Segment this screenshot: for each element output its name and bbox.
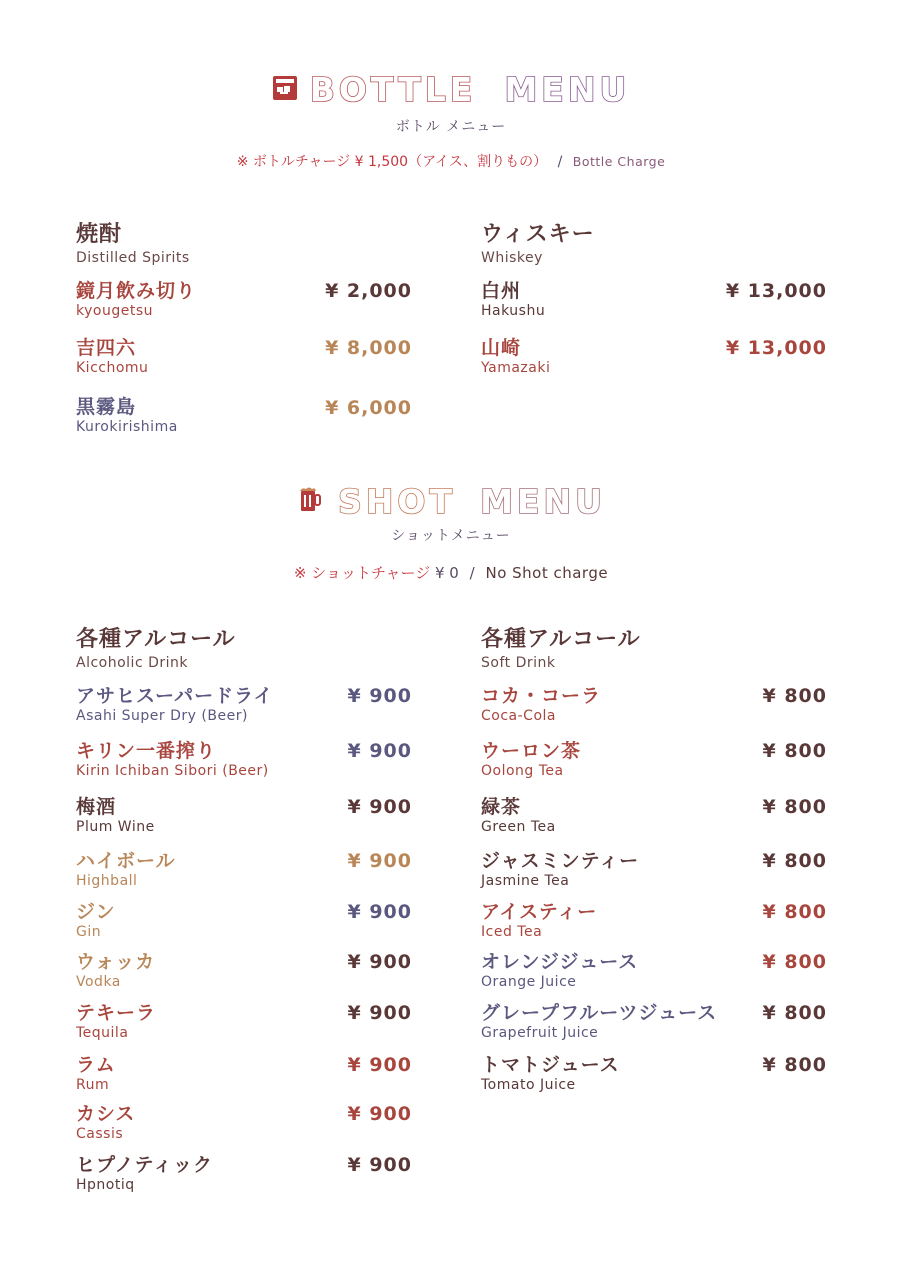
list-item [76,951,155,991]
item-name-ja: キリン一番搾り [76,740,217,762]
charge-mark: ※ [293,564,307,582]
list-item [76,796,155,836]
item-name-ja: ジン [76,901,116,923]
charge-price: ¥ 0 [434,564,459,582]
item-price: ¥ 13,000 [725,337,827,359]
beer-mug-icon [296,485,326,519]
item-name-ja: テキーラ [76,1002,157,1024]
item-name-en: Oolong Tea [481,763,564,779]
charge-separator: / [557,154,563,170]
item-name-ja: 緑茶 [481,796,522,818]
item-price: ¥ 900 [347,685,412,707]
list-item [76,1154,213,1194]
list-item [76,1103,135,1143]
item-name-en: Vodka [76,974,121,990]
item-price: ¥ 800 [762,1002,827,1024]
category-subtitle: Distilled Spirits [76,250,190,266]
item-name-ja: オレンジジュース [481,951,639,973]
item-name-en: Cassis [76,1126,124,1142]
list-item [76,901,116,941]
item-price: ¥ 13,000 [725,280,827,302]
list-item [481,685,601,725]
item-name-en: Coca-Cola [481,708,556,724]
item-name-ja: 吉四六 [76,337,137,359]
list-item [76,850,176,890]
item-name-ja: 梅酒 [76,796,117,818]
item-price: ¥ 800 [762,951,827,973]
list-item [481,1054,620,1094]
item-name-en: Kirin Ichiban Sibori (Beer) [76,763,269,779]
item-name-en: Rum [76,1077,110,1093]
category-title: 焼酎 [76,222,123,247]
item-name-en: Iced Tea [481,924,543,940]
charge-en: Bottle Charge [572,154,666,169]
list-item [481,850,639,890]
item-price: ¥ 900 [347,951,412,973]
bottle-charge-line [0,151,902,171]
item-price: ¥ 900 [347,1103,412,1125]
list-item [76,337,148,377]
category-whiskey [481,217,595,266]
item-name-ja: ハイボール [76,850,176,872]
item-price: ¥ 900 [347,850,412,872]
item-price: ¥ 900 [347,901,412,923]
item-price: ¥ 900 [347,1054,412,1076]
glass-ice-icon [272,74,298,106]
category-subtitle: Whiskey [481,250,543,266]
item-price: ¥ 800 [762,796,827,818]
item-name-ja: ウーロン茶 [481,740,582,762]
item-name-en: Jasmine Tea [481,873,570,889]
shot-subtitle: ショットメニュー [391,528,511,544]
item-name-en: kyougetsu [76,303,153,319]
item-name-ja: トマトジュース [481,1054,620,1076]
item-price: ¥ 800 [762,1054,827,1076]
category-soft-drink [481,622,641,671]
item-name-en: Hpnotiq [76,1177,135,1193]
item-name-ja: アイスティー [481,901,598,923]
shot-menu-title [338,482,606,521]
item-price: ¥ 900 [347,1154,412,1176]
list-item [481,901,597,941]
item-name-en: Kurokirishima [76,419,178,435]
item-price: ¥ 800 [762,850,827,872]
shot-menu-header [0,482,902,521]
category-title: 各種アルコール [481,627,641,652]
item-name-ja: コカ・コーラ [481,685,602,707]
bottle-title-word2: MENU [504,70,631,109]
shot-title-word2: MENU [480,482,606,521]
category-shochu [76,217,190,266]
item-name-ja: 白州 [481,280,522,302]
item-name-ja: 黒霧島 [76,396,137,418]
list-item [76,685,274,725]
item-price: ¥ 2,000 [325,280,412,302]
item-price: ¥ 800 [762,901,827,923]
list-item [481,280,545,320]
item-price: ¥ 900 [347,740,412,762]
list-item [481,1002,717,1042]
item-name-en: Green Tea [481,819,556,835]
category-title: 各種アルコール [76,627,236,652]
item-name-en: Gin [76,924,102,940]
item-name-en: Plum Wine [76,819,155,835]
bottle-menu-header [0,70,902,109]
charge-price: ¥ 1,500（アイス、割りもの） [354,154,548,170]
item-name-en: Yamazaki [481,360,551,376]
item-name-ja: 山崎 [481,337,522,359]
list-item [76,396,178,436]
item-name-ja: ウォッカ [76,951,156,973]
item-name-ja: ジャスミンティー [481,850,640,872]
category-subtitle: Alcoholic Drink [76,655,189,671]
charge-mark: ※ [236,154,249,170]
item-name-en: Tequila [76,1025,129,1041]
item-name-en: Kicchomu [76,360,149,376]
item-price: ¥ 900 [347,1002,412,1024]
item-name-ja: 鏡月飲み切り [76,280,197,302]
item-name-ja: カシス [76,1103,136,1125]
list-item [76,280,196,320]
list-item [76,1002,156,1042]
category-alcoholic [76,622,236,671]
item-name-en: Grapefruit Juice [481,1025,599,1041]
item-name-en: Orange Juice [481,974,577,990]
bottle-title-word1: BOTTLE [309,70,477,109]
list-item [76,740,269,780]
item-name-en: Asahi Super Dry (Beer) [76,708,248,724]
item-name-ja: ヒプノティック [76,1154,213,1176]
bottle-subtitle: ボトル メニュー [395,119,507,135]
list-item [481,951,638,991]
item-price: ¥ 8,000 [325,337,412,359]
category-subtitle: Soft Drink [481,655,556,671]
charge-label: ショットチャージ [311,564,431,582]
list-item [481,796,556,836]
charge-en: No Shot charge [485,564,609,582]
charge-label: ボトルチャージ [252,154,351,170]
item-name-ja: ラム [76,1054,116,1076]
item-price: ¥ 6,000 [325,397,412,419]
charge-separator: / [469,564,475,582]
item-name-en: Tomato Juice [481,1077,576,1093]
category-title: ウィスキー [481,222,595,247]
shot-charge-line [0,562,902,583]
shot-title-word1: SHOT [338,482,456,521]
item-name-ja: アサヒスーパードライ [76,685,274,707]
item-price: ¥ 800 [762,685,827,707]
list-item [481,740,581,780]
item-name-ja: グレープフルーツジュース [481,1002,718,1024]
item-price: ¥ 900 [347,796,412,818]
list-item [76,1054,116,1094]
item-name-en: Highball [76,873,138,889]
item-price: ¥ 800 [762,740,827,762]
list-item [481,337,550,377]
item-name-en: Hakushu [481,303,546,319]
bottle-menu-title [310,70,631,109]
